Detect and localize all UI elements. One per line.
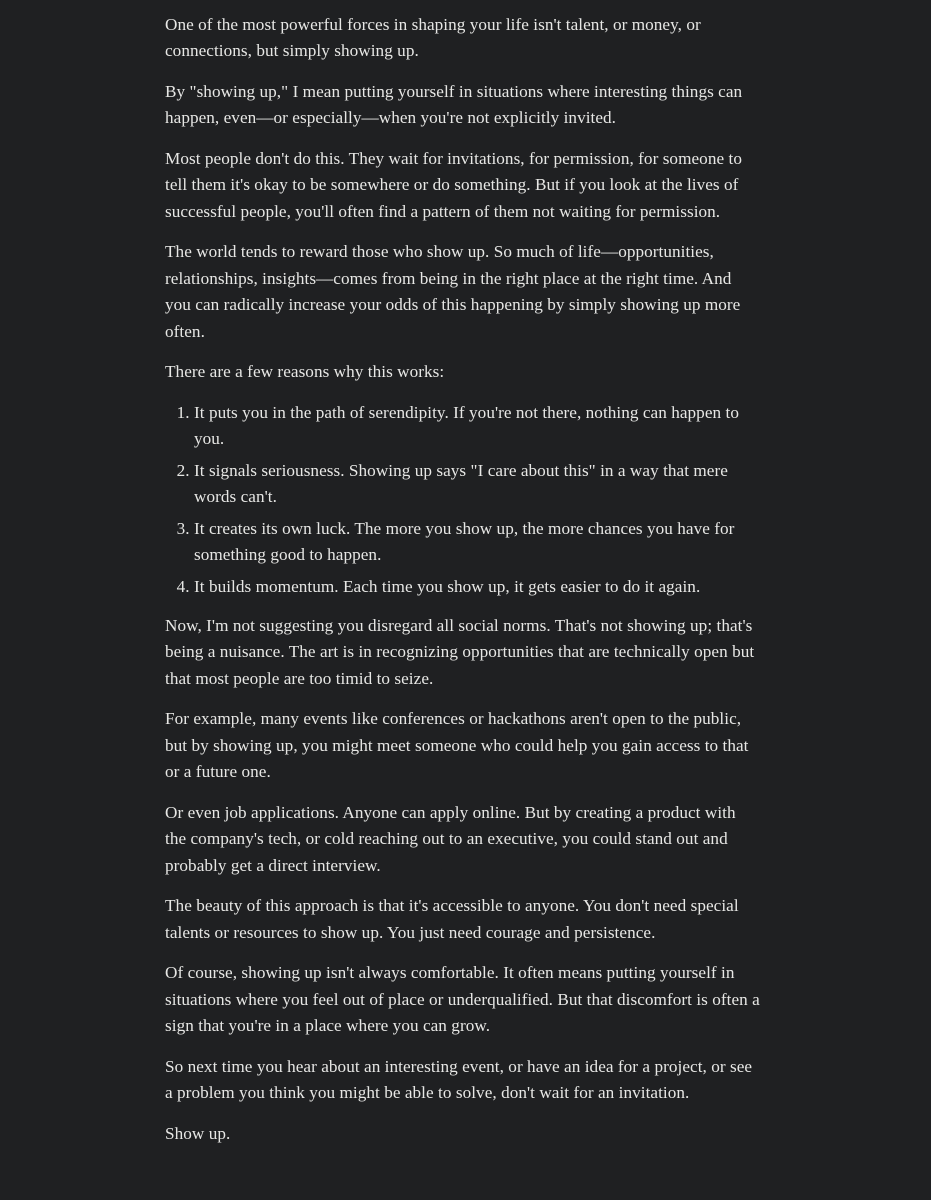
- paragraph-most-people: Most people don't do this. They wait for invitations, for permission, for someone to tell them it's okay to be somewhere or do something. But if you look at the lives of successful people, you'll often find a pattern of them not waiting for permission.: [165, 149, 742, 221]
- paragraph-next-time: So next time you hear about an interesting event, or have an idea for a project, or see a problem you think you might be able to solve, don't wait for an invitation.: [165, 1056, 753, 1102]
- paragraph-discomfort: Of course, showing up isn't always comfortable. It often means putting yourself in situations where you feel out of place or underqualified. But that discomfort is often a sign that you're in a place where you can grow.: [165, 963, 760, 1035]
- list-item: 4. It builds momentum. Each time you show up, it gets easier to do it again.: [194, 574, 761, 600]
- reasons-list: [165, 400, 761, 600]
- list-item: 2. It signals seriousness. Showing up says "I care about this" in a way that mere words can't.: [194, 458, 761, 511]
- paragraph-showing-up-definition: By "showing up," I mean putting yourself in situations where interesting things can happen, even—or especially—when you're not explicitly invited.: [165, 82, 743, 128]
- paragraph-events-example: For example, many events like conferences or hackathons aren't open to the public, but by showing up, you might meet someone who could help you gain access to that or a future one.: [165, 709, 749, 782]
- paragraph-job-applications: Or even job applications. Anyone can apply online. But by creating a product with the company's tech, or cold reaching out to an executive, you could stand out and probably get a direct interview.: [165, 802, 736, 875]
- article-body: [165, 12, 761, 1161]
- paragraph-reasons-intro: There are a few reasons why this works:: [165, 362, 445, 382]
- paragraph-world-rewards: The world tends to reward those who show up. So much of life—opportunities, relationships, insights—comes from being in the right place at the right time. And you can radically increase your odds of this happening by simply showing up more often.: [165, 242, 741, 341]
- paragraph-opening: One of the most powerful forces in shaping your life isn't talent, or money, or connections, but simply showing up.: [165, 15, 701, 61]
- list-item: 1. It puts you in the path of serendipity. If you're not there, nothing can happen to you.: [194, 400, 761, 453]
- list-item: 3. It creates its own luck. The more you show up, the more chances you have for something good to happen.: [194, 516, 761, 569]
- paragraph-closing: Show up.: [165, 1123, 231, 1143]
- paragraph-social-norms: Now, I'm not suggesting you disregard all social norms. That's not showing up; that's being a nuisance. The art is in recognizing opportunities that are technically open but that most people are too timid to seize.: [165, 615, 755, 688]
- paragraph-accessible: The beauty of this approach is that it's accessible to anyone. You don't need special talents or resources to show up. You just need courage and persistence.: [165, 896, 739, 942]
